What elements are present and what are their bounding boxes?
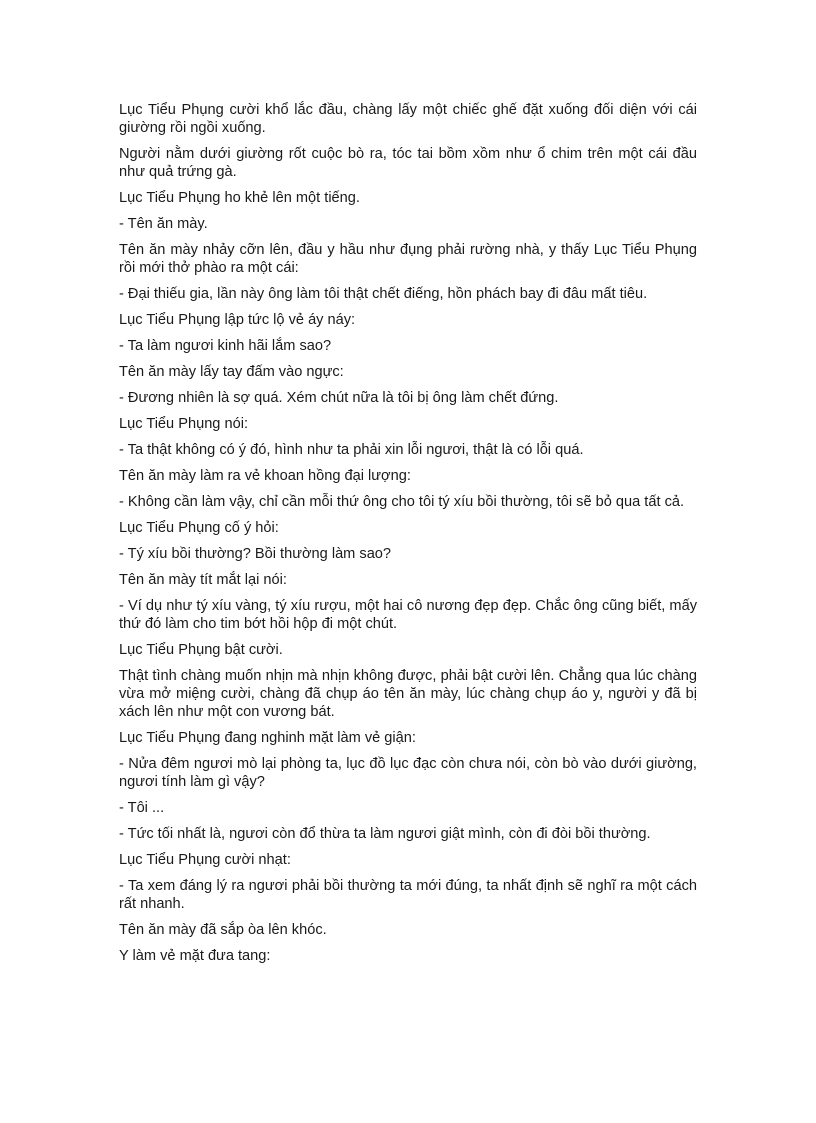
paragraph: Thật tình chàng muốn nhịn mà nhịn không được, phải bật cười lên. Chẳng qua lúc chàng vừa mở miệng cười, chàng đã chụp áo tên ăn mày, lúc chàng chụp áo y, người y đã bị xách lên như một con vương bát. [119,668,697,720]
paragraph: - Tức tối nhất là, ngươi còn đổ thừa ta làm ngươi giật mình, còn đi đòi bồi thường. [119,826,651,842]
paragraph: - Ta thật không có ý đó, hình như ta phải xin lỗi ngươi, thật là có lỗi quá. [119,442,584,458]
paragraph: Tên ăn mày tít mắt lại nói: [119,572,287,588]
paragraph: Y làm vẻ mặt đưa tang: [119,948,271,964]
paragraph: Tên ăn mày nhảy cỡn lên, đầu y hầu như đụng phải rường nhà, y thấy Lục Tiểu Phụng rồi mới thở phào ra một cái: [119,242,697,276]
paragraph: - Ta xem đáng lý ra ngươi phải bồi thường ta mới đúng, ta nhất định sẽ nghĩ ra một cách rất nhanh. [119,878,697,912]
paragraph: Tên ăn mày lấy tay đấm vào ngực: [119,364,344,380]
paragraph: - Ví dụ như tý xíu vàng, tý xíu rượu, một hai cô nương đẹp đẹp. Chắc ông cũng biết, mấy thứ đó làm cho tim bớt hồi hộp đi một chút. [119,598,697,632]
paragraph: Người nằm dưới giường rốt cuộc bò ra, tóc tai bồm xồm như ổ chim trên một cái đầu như quả trứng gà. [119,146,697,180]
paragraph: Lục Tiểu Phụng cố ý hỏi: [119,520,279,536]
paragraph: Lục Tiểu Phụng bật cười. [119,642,283,658]
paragraph: - Không cần làm vậy, chỉ cần mỗi thứ ông cho tôi tý xíu bồi thường, tôi sẽ bỏ qua tất cả. [119,494,685,510]
paragraph: - Tên ăn mày. [119,216,208,232]
paragraph: Lục Tiểu Phụng cười nhạt: [119,852,291,868]
paragraph: - Đương nhiên là sợ quá. Xém chút nữa là tôi bị ông làm chết đứng. [119,390,559,406]
document-body [119,101,697,973]
paragraph: Tên ăn mày đã sắp òa lên khóc. [119,922,327,938]
paragraph: - Ta làm ngươi kinh hãi lắm sao? [119,338,332,354]
paragraph: Lục Tiểu Phụng đang nghinh mặt làm vẻ giận: [119,730,416,746]
paragraph: - Nửa đêm ngươi mò lại phòng ta, lục đồ lục đạc còn chưa nói, còn bò vào dưới giường, ngươi tính làm gì vậy? [119,756,697,790]
paragraph: - Đại thiếu gia, lần này ông làm tôi thật chết điếng, hồn phách bay đi đâu mất tiêu. [119,286,648,302]
paragraph: - Tôi ... [119,800,165,816]
paragraph: Lục Tiểu Phụng nói: [119,416,249,432]
paragraph: Lục Tiểu Phụng ho khẻ lên một tiếng. [119,190,360,206]
paragraph: Lục Tiểu Phụng lập tức lộ vẻ áy náy: [119,312,356,328]
paragraph: Tên ăn mày làm ra vẻ khoan hồng đại lượng: [119,468,411,484]
paragraph: - Tý xíu bồi thường? Bồi thường làm sao? [119,546,392,562]
paragraph: Lục Tiểu Phụng cười khổ lắc đầu, chàng lấy một chiếc ghế đặt xuống đối diện với cái giường rồi ngồi xuống. [119,102,697,136]
